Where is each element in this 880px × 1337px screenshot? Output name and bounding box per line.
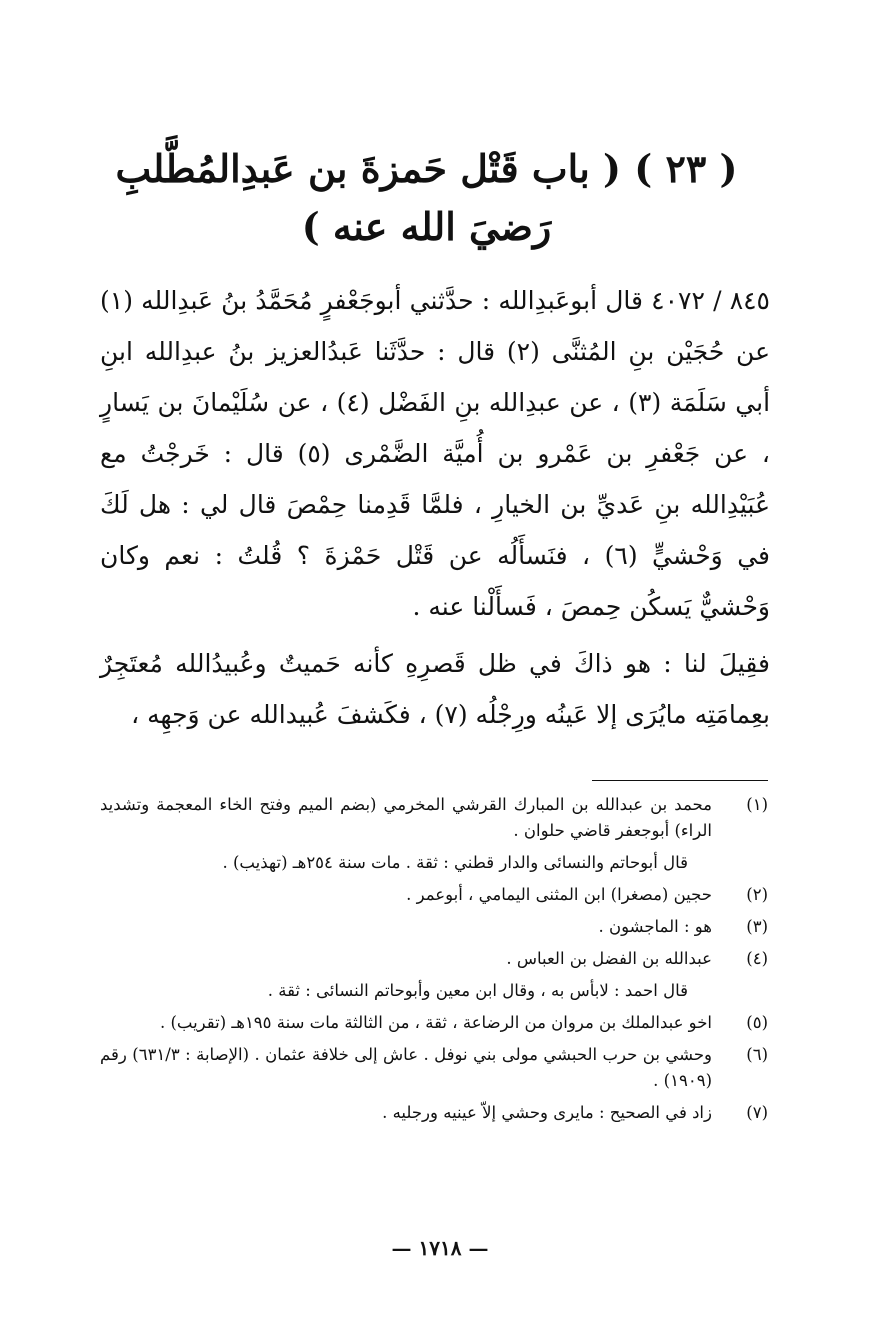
footnote-note: قال أبوحاتم والنسائى والدار قطني : ثقة . مات سنة ٢٥٤هـ (تهذيب) . <box>222 853 688 872</box>
footnote-number: (٤) <box>746 949 768 968</box>
footnote-text: حجين (مصغرا) ابن المثنى اليمامي ، أبوعمر . <box>406 885 712 904</box>
footnote-text: اخو عبدالملك بن مروان من الرضاعة ، ثقة ، من الثالثة مات سنة ١٩٥هـ (تقريب) . <box>159 1013 712 1032</box>
footnote-note: قال احمد : لابأس به ، وقال ابن معين وأبوحاتم النسائى : ثقة . <box>267 981 688 1000</box>
footnotes-section <box>100 792 768 1132</box>
footnote-text: زاد في الصحيح : مايرى وحشي إلاّ عينيه ورجليه . <box>382 1103 712 1122</box>
footnote-text: عبدالله بن الفضل بن العباس . <box>506 949 712 968</box>
footnote-item <box>100 792 768 844</box>
footnote-item <box>100 1042 768 1094</box>
footnote-item <box>100 1010 768 1036</box>
chapter-title: ( ٢٣ ) ( باب قَتْل حَمزةَ بن عَبدِالمُطَّلبِ رَضيَ الله عنه ) <box>115 146 738 249</box>
hadith-paragraph: ٨٤٥ / ٤٠٧٢ قال أبوعَبدِالله : حدَّثني أبوجَعْفرٍ مُحَمَّدُ بنُ عَبدِالله (١) عن حُجَيْن بنِ المُثنَّى (٢) قال : حدَّثَنا عَبدُالعزيز بنُ عبدِالله ابنِ أبي سَلَمَة (٣) ، عن عبدِالله بنِ الفَضْل (٤) ، عن سُلَيْمانَ بن يَسارٍ ، عن جَعْفرِ بن عَمْرو بن أُميَّة الضَّمْرى (٥) قال : خَرجْتُ مع عُبَيْدِالله بنِ عَديِّ بن الخيارِ ، فلمَّا قَدِمنا حِمْصَ قال لي : هل لَكَ في وَحْشيٍّ (٦) ، فنَسأَلُه عن قَتْل حَمْزةَ ؟ قُلتُ : نعم وكان وَحْشيٌّ يَسكُن حِمصَ ، فَسأَلْنا عنه . <box>100 286 771 621</box>
footnote-item <box>100 914 768 940</box>
footnote-number: (٦) <box>746 1045 768 1064</box>
footnote-item <box>100 1100 768 1126</box>
footnote-text: هو : الماجشون . <box>598 917 712 936</box>
footnote-text: وحشي بن حرب الحبشي مولى بني نوفل . عاش إلى خلافة عثمان . (الإصابة : ٦٣١/٣) رقم (١٩٠٩) . <box>100 1045 712 1090</box>
footnote-text: محمد بن عبدالله بن المبارك القرشي المخرمي (بضم الميم وفتح الخاء المعجمة وتشديد الراء) أبوجعفر قاضي حلوان . <box>100 795 712 840</box>
hadith-paragraph-continued: فقِيلَ لنا : هو ذاكَ في ظل قَصرِهِ كأنه حَميتٌ وعُبيدُالله مُعتَجِرٌ بعِمامَتِه مايُرَى إلا عَينُه ورِجْلُه (٧) ، فكَشفَ عُبيدالله عن وَجهِه ، <box>100 649 770 729</box>
footnote-number: (١) <box>746 795 768 814</box>
footnote-separator <box>592 780 768 781</box>
footnote-item <box>100 946 768 972</box>
footnote-number: (٣) <box>746 917 768 936</box>
footnote-number: (٥) <box>746 1013 768 1032</box>
footnote-number: (٢) <box>746 885 768 904</box>
footnote-number: (٧) <box>746 1103 768 1122</box>
footnote-item <box>100 882 768 908</box>
page-number: — ١٧١٨ — <box>391 1236 489 1260</box>
